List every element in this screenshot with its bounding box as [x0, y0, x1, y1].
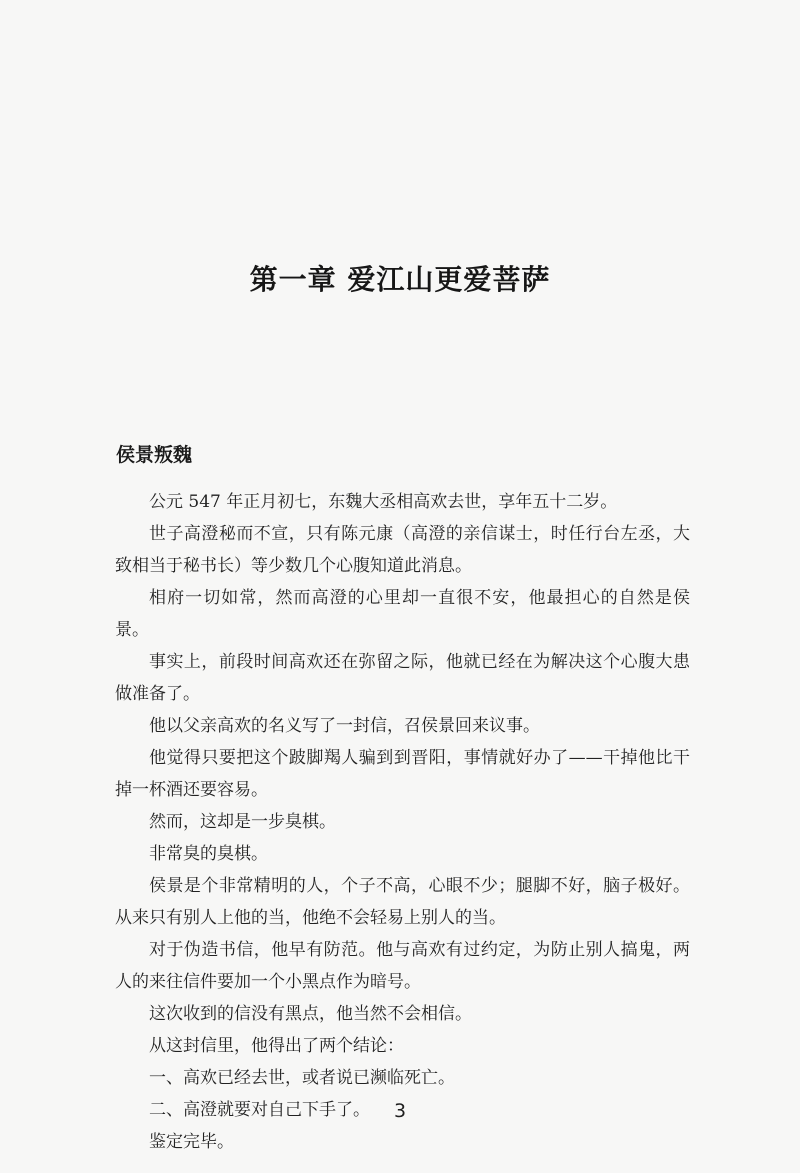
chapter-title: 第一章 爱江山更爱菩萨 — [249, 263, 551, 296]
paragraph: 然而，这却是一步臭棋。 — [149, 812, 336, 832]
paragraph: 鉴定完毕。 — [149, 1132, 234, 1152]
paragraph: 侯景是个非常精明的人，个子不高，心眼不少；腿脚不好，脑子极好。从来只有别人上他的当，他绝不会轻易上别人的当。 — [115, 876, 690, 928]
paragraph: 二、高澄就要对自己下手了。 — [149, 1100, 370, 1120]
paragraph: 公元 547 年正月初七，东魏大丞相高欢去世，享年五十二岁。 — [149, 492, 618, 512]
paragraph: 对于伪造书信，他早有防范。他与高欢有过约定，为防止别人搞鬼，两人的来往信件要加一个小黑点作为暗号。 — [115, 940, 690, 992]
paragraph: 从这封信里，他得出了两个结论： — [149, 1036, 404, 1056]
paragraph: 非常臭的臭棋。 — [149, 844, 268, 864]
body-text — [115, 486, 690, 1158]
page-number: 3 — [393, 1100, 407, 1122]
paragraph: 这次收到的信没有黑点，他当然不会相信。 — [149, 1004, 472, 1024]
paragraph: 事实上，前段时间高欢还在弥留之际，他就已经在为解决这个心腹大患做准备了。 — [115, 652, 690, 704]
section-title: 侯景叛魏 — [116, 444, 193, 466]
paragraph: 一、高欢已经去世，或者说已濒临死亡。 — [149, 1068, 455, 1088]
paragraph: 相府一切如常，然而高澄的心里却一直很不安，他最担心的自然是侯景。 — [115, 588, 690, 640]
paragraph: 他觉得只要把这个跛脚羯人骗到到晋阳，事情就好办了——干掉他比干掉一杯酒还要容易。 — [115, 748, 690, 800]
paragraph: 他以父亲高欢的名义写了一封信，召侯景回来议事。 — [149, 716, 540, 736]
paragraph: 世子高澄秘而不宣，只有陈元康（高澄的亲信谋士，时任行台左丞，大致相当于秘书长）等少数几个心腹知道此消息。 — [115, 524, 690, 576]
